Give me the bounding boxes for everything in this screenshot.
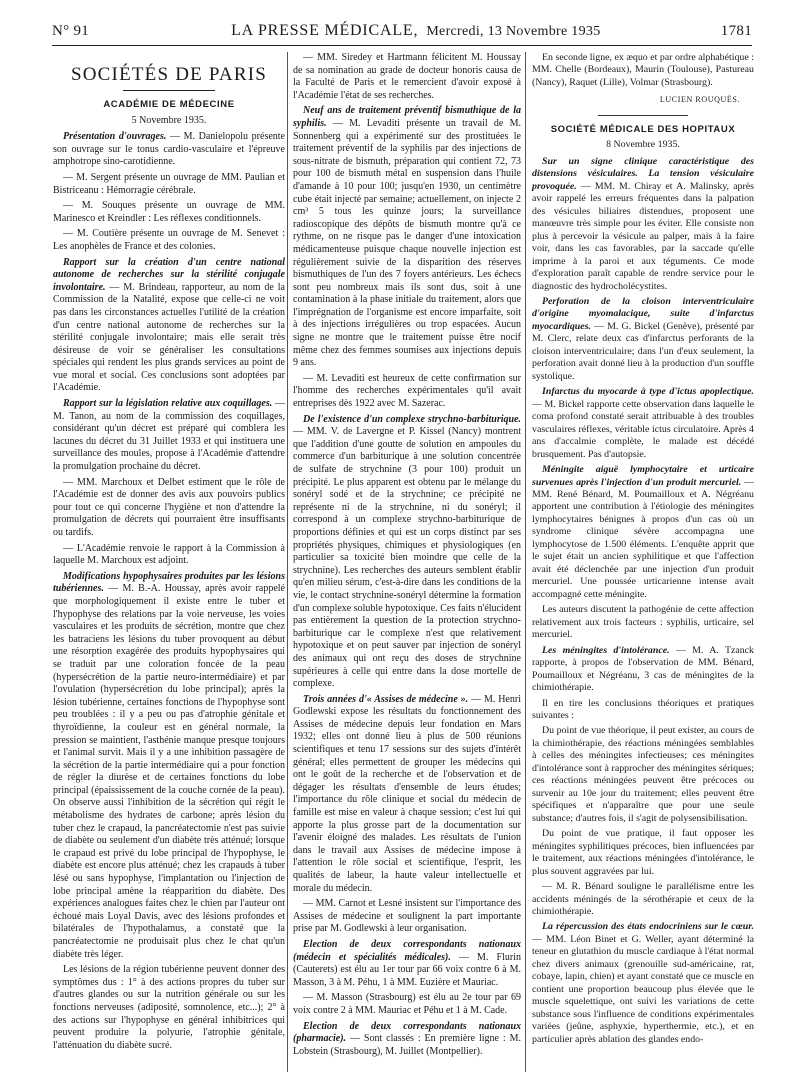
- article-heading: Rapport sur la création d'un centre national autonome de recherches sur la stérilité conjugale involontaire.: [53, 256, 285, 293]
- article-paragraph: [532, 156, 754, 293]
- article-text: — MM. Léon Binet et G. Weller, ayant déterminé la teneur en glutathion du muscle cardiaque à l'état normal chez divers animaux (grenouille sud-américaine, rat, cobaye, lapin, chien) et ayant constaté que ce muscle en contient une proportion beaucoup plus élevée que le muscle squelettique, ont suivi les variations de cette substance sous l'influence de conditions expérimentales variées (jeûne, asphyxie, hyperthermie, etc.), et en particulier après ablation des glandes endo-: [532, 933, 754, 1045]
- article-heading: Neuf ans de traitement préventif bismuthique de la syphilis.: [293, 105, 521, 129]
- article-paragraph: [53, 398, 285, 474]
- article-heading: Sur un signe clinique caractéristique des distensions vésiculaires. La tension vésiculaire provoquée.: [532, 155, 754, 192]
- article-text: — M. Henri Godlewski expose les résultats du fonctionnement des Assises de médecine depuis leur fondation en Mars 1932; elles ont donné lieu à plus de 500 réunions scientifiques et tenu 17 sessions sur des sujets d'intérêt général; elles permettent de grouper les médecins qui ont le goût de la recherche et de l'observation et de dégager les résultats d'ensemble de leurs études; l'importance du rôle clinique et social du médecin de famille est mise en valeur à chaque session; c'est lui qui apporte la plus grosse part de la documentation sur l'avenir éloigné des malades. Les résultats de l'union dans le travail aux Assises de médecine impose à l'attention le rôle social et scientifique, l'esprit, les qualités de labeur, la haute valeur intellectuelle et morale du médecin.: [293, 693, 521, 894]
- column-divider: [525, 52, 526, 1072]
- article-heading: Présentation d'ouvrages.: [63, 131, 167, 143]
- title-rule: [123, 90, 215, 91]
- article-text: — M. R. Bénard souligne le parallélisme entre les accidents méningés de la sérothérapie et ceux de la chimiothérapie.: [532, 881, 754, 917]
- article-text: — M. B.-A. Houssay, après avoir rappelé que morphologiquement il existe entre le tuber et l'hypophyse des relations par la voie nerveuse, les voies vasculaires et les produits de sécrétion, montre que chez les batraciens les lésions du tuber provoquent au début une résorption exagérée des produits hypophysaires qui se traduit par une coloration foncée de la peau (hypersécrétion de la partie neuro-intermédiaire) et par l'ovulation (hypersécrétion du lobe principal); après la lésion tubérienne, certaines fonctions de l'hypophyse sont peu troublées : il y a peu ou pas d'atrophie génitale et thyroïdienne, la couleur est en général normale, la pression se maintient, l'asthénie manque presque toujours et l'animal survit. Mais il y a une inhibition passagère de la sécrétion de la partie intermédiaire qui a pour fonction de régler la diurèse et de certaines fonctions du lobe principal (épaississement de la couche cornée de la peau). On observe aussi l'inhibition de la sécrétion qui régit le métabolisme des hydrates de carbone; après lésion du tuber chez le crapaud, la pancréatectomie n'est pas suivie de diabète ou seulement d'un diabète très atténué; lorsque le crapaud est privé du lobe principal de l'hypophyse, le diabète est encore plus atténué; chez les crapauds à tuber lésé ou sans hypophyse, l'implantation ou l'injection de lobe principal amène la réapparition du diabète. Des expériences analogues faites chez le chien par l'auteur ont échoué mais Loyal Davis, avec des lésions profondes et bilatérales de l'hypothalamus, a constaté que la pancréatectomie ne produisait plus chez le chat qu'un diabète très léger.: [53, 583, 285, 960]
- article-text: Il en tire les conclusions théoriques et pratiques suivantes :: [532, 697, 754, 721]
- article-paragraph: [293, 105, 521, 369]
- article-list: [532, 52, 754, 89]
- article-heading: Election de deux correspondants nationaux (médecin et spécialités médicales).: [293, 938, 521, 963]
- article-text: — MM. M. Chiray et A. Malinsky, après avoir rappelé les erreurs fréquentes dans la palpation des vésicules biliaires distendues, proposent une manœuvre très simple pour les éviter. Elle consiste non plus à percevoir la vésicule au palper, mais à la faire voir, dans les cas favorables, par la saccade qu'elle imprime à la paroi et aux téguments. Ce mode d'exploration paraît capable de rendre service pour le diagnostic des hydrocholécystites.: [532, 180, 754, 292]
- article-text: — MM. V. de Lavergne et P. Kissel (Nancy) montrent que l'addition d'une goutte de solution en ampoules du commerce d'un barbiturique à une solution concentrée de sulfate de strychnine (3 pour 100) produit un précipité. Le plus apparent est obtenu par le mélange du sonéryl sodé et de la strychnine; ce précipité ne représente ni de la strychnine, ni du sonéryl; il correspond à un complexe strychno-barbiturique de proportions définies et qui est un corps distinct par ses propriétés physiques, chimiques et physiologiques (en particulier sa toxicité bien moindre que celle de la strychnine). Les recherches des auteurs semblent établir qu'en milieu sérum, c'est-à-dire dans les conditions de la vie, le contact strychnine-sonéryl détermine la formation d'un complexe soluble hypotoxique. Ces faits n'élucident pas entièrement la question de la protection strychno-barbiturique car le complexe n'est que relativement hypotoxique et on peut sauver par injection de sonéryl des animaux qui ont reçu des doses de strychnine supérieures à celle qui entre dans la dose mortelle de complexe.: [293, 426, 521, 690]
- article-paragraph: [532, 645, 754, 695]
- article-paragraph: [293, 414, 521, 691]
- article-paragraph: [53, 257, 285, 396]
- article-text: — MM. René Bénard, M. Poumailloux et A. Négréanu apportent une contribution à l'étiologie des méningites lymphocytaires bénignes à propos d'un cas où un syndrome clinique sévère accompagna une lymphocytose de 1.500 éléments. L'enquête apprit que le sujet était un ancien syphilitique et que l'affection avait été déclenchée par une injection d'un produit mercuriel. Une poussée urticarienne intense avait accompagné cette méningite.: [532, 476, 754, 600]
- article-heading: Infarctus du myocarde à type d'ictus apoplectique.: [542, 386, 754, 398]
- article-text: — M. Sergent présente un ouvrage de MM. Paulian et Bistriceanu : Hémorragie cérébrale.: [53, 171, 285, 196]
- article-text: — M. Tanon, au nom de la commission des coquillages, considérant qu'un décret est préparé qui comblera les lacunes du décret du 31 Juillet 1933 et qui instituera une surveillance des moules, propose à l'Académie d'attendre la promulgation prochaine du décret.: [53, 398, 286, 473]
- session-date: 8 Novembre 1935.: [606, 139, 680, 151]
- article-paragraph: [293, 694, 521, 896]
- section-title: SOCIÉTÉS DE PARIS: [70, 64, 267, 85]
- article-heading: La répercussion des états endocriniens sur le cœur.: [542, 921, 754, 933]
- article-paragraph: [293, 373, 521, 411]
- article-text: — M. Brindeau, rapporteur, au nom de la Commission de la Natalité, expose que celle-ci ne voit pas dans les circonstances actuelles l'utilité de la création d'un centre national autonome de recherches sur la stérilité conjugale involontaire; mais elle serait très désireuse de voir se généraliser les consultations spéciales qui rendent les plus grands services au point de vue moral et social. Ces conclusions sont adoptées par l'Académie.: [53, 281, 285, 394]
- article-paragraph: [293, 1021, 521, 1059]
- article-heading: Trois années d'« Assises de médecine ».: [303, 693, 469, 705]
- article-paragraph: [532, 604, 754, 641]
- article-paragraph: [532, 52, 754, 89]
- article-text: — M. Levaditi présente un travail de M. Sonnenberg qui a expérimenté sur des prostituées le traitement préventif de la syphilis par des injections de sous-nitrate de bismuth, préparation qui contient 72, 73 pour 100 de bismuth métal en suspension dans l'huile d'amande à 10 pour 100; jusqu'en 1930, un centimètre cube était injecté par semaine; actuellement, on injecte 2 cm³ 5 tous les quinze jours; la surveillance radioscopique des dépôts de bismuth montre qu'à ce rythme, on ne risque pas le danger d'une intoxication médicamenteuse puisque chaque nouvelle injection est régulièrement suivie de la disparition des réserves bismuthiques de l'un des 7 foyers antérieurs. Les échecs sont peu nombreux mais ils sont dus, soit à une contamination à la phase initiale du traitement, alors que l'imprégnation de l'organisme est encore imparfaite, soit à des injections irrégulières ou trop espacées. Aucun signe ne montre que le traitement puisse être nocif même chez des femmes soumises aux injections depuis 9 ans.: [293, 117, 521, 369]
- journal-title: LA PRESSE MÉDICALE,: [231, 22, 419, 39]
- article-text: — M. A. Tzanck rapporte, à propos de l'observation de MM. Bénard, Poumailloux et Négréanu, 3 cas de méningites de la chimiothérapie.: [532, 644, 754, 694]
- article-heading: Méningite aiguë lymphocytaire et urticaire survenues après l'injection d'un produit mercuriel.: [532, 464, 754, 488]
- article-heading: Election de deux correspondants nationaux (pharmacie).: [293, 1020, 521, 1045]
- article-paragraph: [532, 828, 754, 878]
- page-number: 1781: [720, 23, 752, 39]
- article-text: — M. G. Bickel (Genève), présenté par M. Clerc, relate deux cas d'infarctus perforants de la cloison interventriculaire; dans l'un d'eux seulement, la perforation avait donné lieu à la production d'un souffle systolique.: [532, 320, 754, 382]
- article-paragraph: [293, 992, 521, 1017]
- article-paragraph: [532, 725, 754, 825]
- issue-date: Mercredi, 13 Novembre 1935: [426, 24, 601, 39]
- article-list: [293, 52, 521, 1058]
- article-text: — Sont classés : En première ligne : M. Lobstein (Strasbourg), M. Juillet (Montpellier).: [293, 1033, 521, 1057]
- article-paragraph: [53, 228, 285, 253]
- article-heading: Rapport sur la législation relative aux coquillages.: [63, 398, 273, 410]
- article-paragraph: [293, 52, 521, 102]
- section-rule: [598, 115, 688, 116]
- article-paragraph: [53, 964, 285, 1052]
- article-heading: Modifications hypophysaires produites par les lésions tubériennes.: [53, 570, 285, 595]
- column-3: [532, 52, 754, 1049]
- article-text: — MM. Siredey et Hartmann félicitent M. Houssay de sa nomination au grade de docteur honoris causa de la Faculté de Paris et le remercient d'avoir exposé à l'Académie l'état de ses recherches.: [293, 52, 521, 101]
- article-text: — M. Levaditi est heureux de cette confirmation sur l'homme des recherches expérimentales qu'il avait entreprises dès 1922 avec M. Sazerac.: [293, 372, 521, 410]
- society-title: ACADÉMIE DE MÉDECINE: [103, 99, 235, 110]
- article-paragraph: [293, 898, 521, 936]
- article-text: Du point de vue théorique, il peut exister, au cours de la chimiothérapie, des réactions méningées semblables à celles des méningites infectieuses; ces méningites d'intolérance sont à rapprocher des méningites sériques; ces réactions méningées peuvent être précoces ou survenir au 10e jour du traitement; elles peuvent être spécifiques et n'apparaître que pour une seule substance; d'autres fois, il s'agit de polysensibilisation.: [532, 725, 754, 824]
- article-paragraph: [532, 921, 754, 1046]
- issue-number: N° 91: [52, 23, 90, 39]
- article-list: [53, 131, 285, 1052]
- article-heading: Perforation de la cloison interventriculaire d'origine myomalacique, suite d'infarctus myocardiques.: [532, 295, 754, 332]
- article-heading: De l'existence d'un complexe strychno-barbiturique.: [303, 413, 521, 425]
- author-signature: LUCIEN ROUQUÈS.: [659, 95, 740, 105]
- article-paragraph: [53, 477, 285, 540]
- column-1: [53, 52, 285, 1055]
- article-text: Du point de vue pratique, il faut opposer les méningites syphilitiques précoces, bien influencées par le traitement, aux réactions méningées d'intolérance, le plus souvent aggravées par lui.: [532, 828, 754, 877]
- page-header: [52, 22, 752, 44]
- article-text: — M. Danielopolu présente son ouvrage sur le tonus cardio-vasculaire et l'épreuve amphotrope sino-carotidienne.: [53, 131, 285, 168]
- article-text: Les auteurs discutent la pathogénie de cette affection relativement aux trois facteurs : syphilis, urticaire, sel mercuriel.: [532, 604, 754, 641]
- article-paragraph: [53, 172, 285, 197]
- article-paragraph: [53, 131, 285, 169]
- article-paragraph: [293, 939, 521, 989]
- article-paragraph: [532, 386, 754, 461]
- article-text: — L'Académie renvoie le rapport à la Commission à laquelle M. Marchoux est adjoint.: [53, 542, 285, 567]
- article-paragraph: [53, 571, 285, 961]
- article-text: Les lésions de la région tubérienne peuvent donner des symptômes dus : 1° à des actions propres du tuber sur d'autres glandes ou sur la nutrition générale ou sur les fonctions nerveuses (adiposité, somnolence, etc...); 2° à des actions sur l'hypophyse en général inhibitrices qui peuvent produire la polyurie, l'atrophie génitale, l'atténuation du diabète sucré.: [53, 964, 285, 1051]
- article-paragraph: [53, 543, 285, 568]
- article-text: En seconde ligne, ex æquo et par ordre alphabétique : MM. Chelle (Bordeaux), Maurin (Toulouse), Pastureau (Nancy), Raquet (Lille), Volmar (Strasbourg).: [532, 52, 754, 88]
- article-text: — MM. Marchoux et Delbet estiment que le rôle de l'Académie est de donner des avis aux pouvoirs publics pour tout ce qui concerne l'hygiène et non d'attendre la promulgation de décrets qui pourraient être insuffisants ou tardifs.: [53, 476, 285, 538]
- society-title: SOCIÉTÉ MÉDICALE DES HOPITAUX: [550, 123, 736, 135]
- article-paragraph: [532, 881, 754, 918]
- column-divider: [287, 52, 288, 1072]
- article-text: — M. Masson (Strasbourg) est élu au 2e tour par 69 voix contre 2 à MM. Mauriac et Péhu et 1 à M. Cade.: [293, 992, 521, 1016]
- article-paragraph: [532, 296, 754, 383]
- article-text: — M. Coutière présente un ouvrage de M. Senevet : Les anophèles de France et des colonies.: [53, 228, 285, 252]
- header-rule: [52, 45, 752, 46]
- column-2: [293, 52, 521, 1061]
- article-text: — M. Flurin (Cauterets) est élu au 1er tour par 66 voix contre 6 à M. Masson, 3 à M. Péhu, 1 à MM. Euzière et Mauriac.: [293, 951, 521, 988]
- article-paragraph: [53, 200, 285, 225]
- article-text: — MM. Carnot et Lesné insistent sur l'importance des Assises de médecine et soulignent la part importante prise par M. Godlewski à leur organisation.: [293, 898, 521, 935]
- article-paragraph: [532, 464, 754, 601]
- article-text: — M. Bickel rapporte cette observation dans laquelle le coma profond constaté serait attribuable à des troubles vasculaires réflexes, véritable ictus circulatoire. Après 4 ans d'accalmie complète, le malade est décédé brusquement. Pas d'autopsie.: [532, 398, 754, 460]
- article-paragraph: [532, 698, 754, 723]
- article-text: — M. Souques présente un ouvrage de MM. Marinesco et Kreindler : Les réflexes conditionnels.: [53, 200, 285, 224]
- article-heading: Les méningites d'intolérance.: [542, 644, 670, 656]
- session-date: 5 Novembre 1935.: [131, 114, 207, 126]
- article-list: [532, 156, 754, 1046]
